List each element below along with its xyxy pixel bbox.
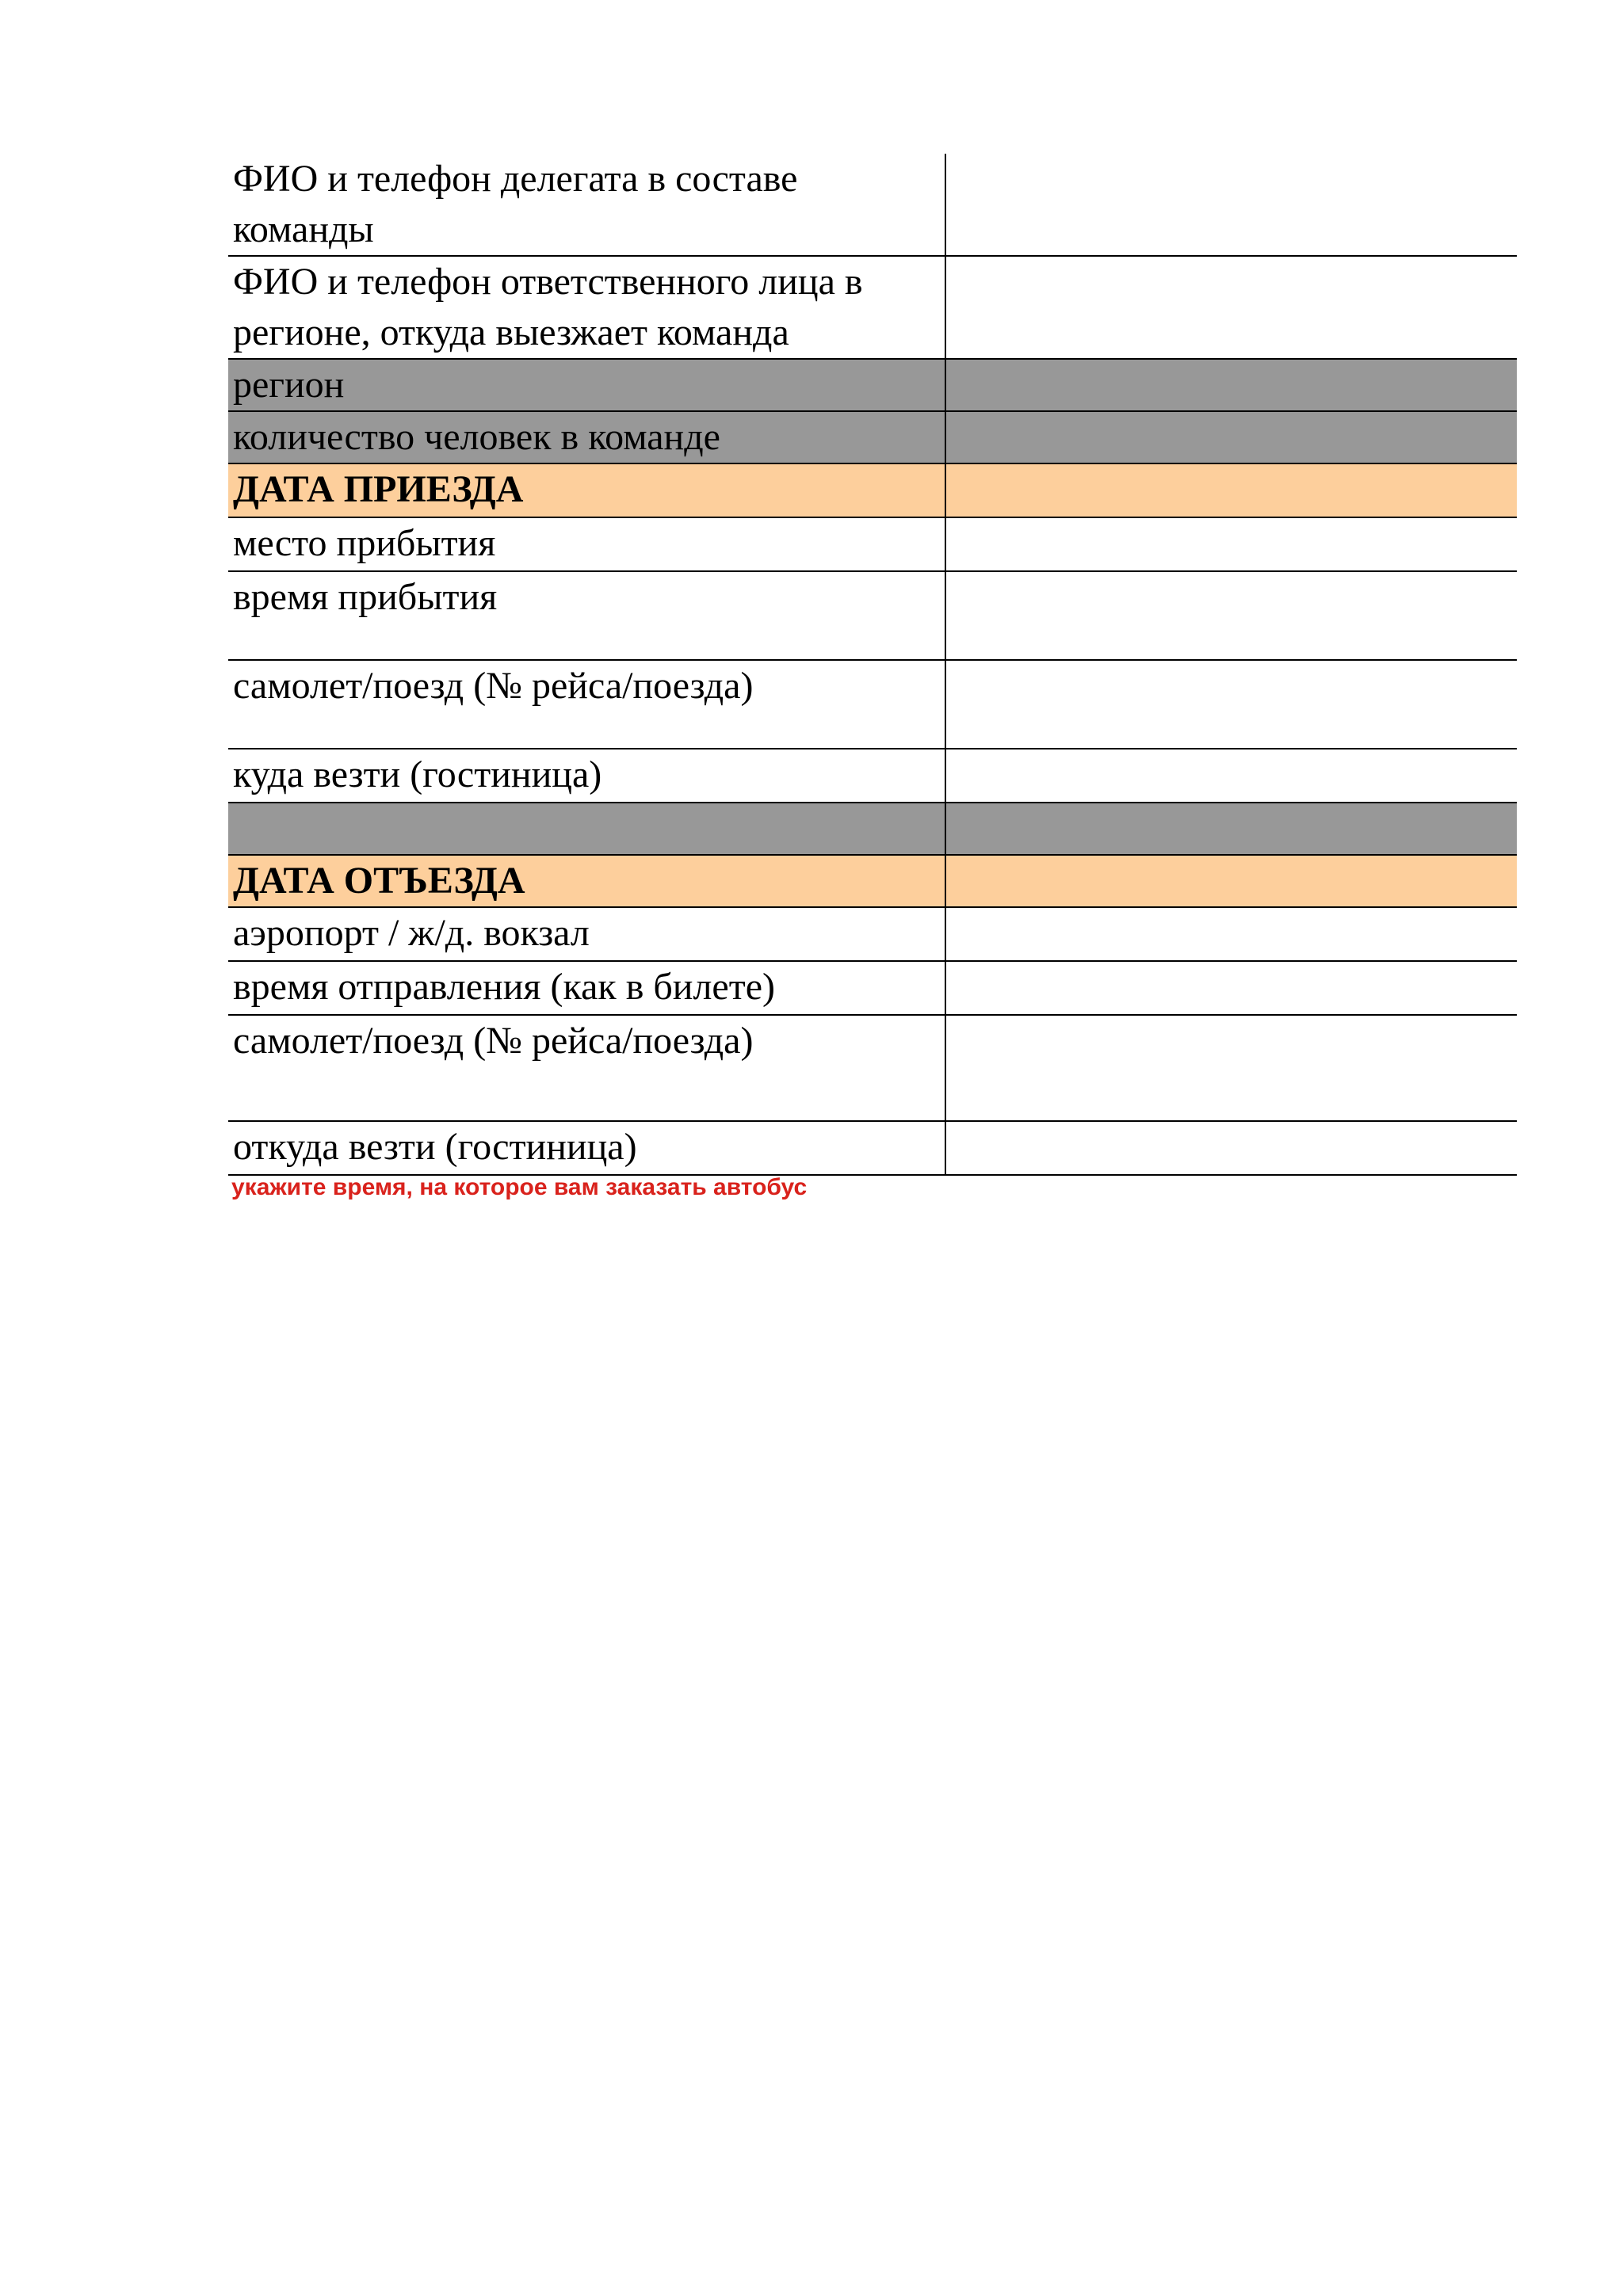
departure-date-value[interactable] bbox=[945, 855, 1517, 907]
responsible-person-label: ФИО и телефон ответственного лица в регионе, откуда выезжает команда bbox=[228, 256, 945, 359]
pickup-hotel-label: откуда везти (гостиница) bbox=[228, 1121, 945, 1175]
destination-hotel-value[interactable] bbox=[945, 749, 1517, 803]
arrival-time-value[interactable] bbox=[945, 571, 1517, 660]
table-row bbox=[228, 463, 1517, 517]
table-row bbox=[228, 571, 1517, 660]
pickup-hotel-value[interactable] bbox=[945, 1121, 1517, 1175]
arrival-place-value[interactable] bbox=[945, 517, 1517, 571]
departure-date-heading: ДАТА ОТЪЕЗДА bbox=[228, 855, 945, 907]
table-row bbox=[228, 855, 1517, 907]
departure-station-label: аэропорт / ж/д. вокзал bbox=[228, 907, 945, 961]
arrival-date-value[interactable] bbox=[945, 463, 1517, 517]
arrival-flight-value[interactable] bbox=[945, 660, 1517, 749]
team-size-value[interactable] bbox=[945, 411, 1517, 463]
table-row bbox=[228, 411, 1517, 463]
departure-time-value[interactable] bbox=[945, 961, 1517, 1015]
table-row bbox=[228, 1121, 1517, 1175]
table-row bbox=[228, 961, 1517, 1015]
departure-station-value[interactable] bbox=[945, 907, 1517, 961]
delegate-value[interactable] bbox=[945, 154, 1517, 256]
table-row bbox=[228, 803, 1517, 855]
table-row bbox=[228, 256, 1517, 359]
table-row bbox=[228, 660, 1517, 749]
bus-time-note: укажите время, на которое вам заказать автобус bbox=[231, 1174, 808, 1200]
separator-value bbox=[945, 803, 1517, 855]
departure-time-label: время отправления (как в билете) bbox=[228, 961, 945, 1015]
table-row bbox=[228, 154, 1517, 256]
delegate-label: ФИО и телефон делегата в составе команды bbox=[228, 154, 945, 256]
table-row bbox=[228, 1015, 1517, 1121]
departure-flight-value[interactable] bbox=[945, 1015, 1517, 1121]
team-travel-form bbox=[228, 154, 1517, 1176]
table-row bbox=[228, 359, 1517, 411]
destination-hotel-label: куда везти (гостиница) bbox=[228, 749, 945, 803]
responsible-person-value[interactable] bbox=[945, 256, 1517, 359]
departure-flight-label: самолет/поезд (№ рейса/поезда) bbox=[228, 1015, 945, 1121]
arrival-date-heading: ДАТА ПРИЕЗДА bbox=[228, 463, 945, 517]
region-label: регион bbox=[228, 359, 945, 411]
table-row bbox=[228, 749, 1517, 803]
team-size-label: количество человек в команде bbox=[228, 411, 945, 463]
arrival-place-label: место прибытия bbox=[228, 517, 945, 571]
table-row bbox=[228, 907, 1517, 961]
separator-label bbox=[228, 803, 945, 855]
arrival-flight-label: самолет/поезд (№ рейса/поезда) bbox=[228, 660, 945, 749]
arrival-time-label: время прибытия bbox=[228, 571, 945, 660]
table-row bbox=[228, 517, 1517, 571]
region-value[interactable] bbox=[945, 359, 1517, 411]
